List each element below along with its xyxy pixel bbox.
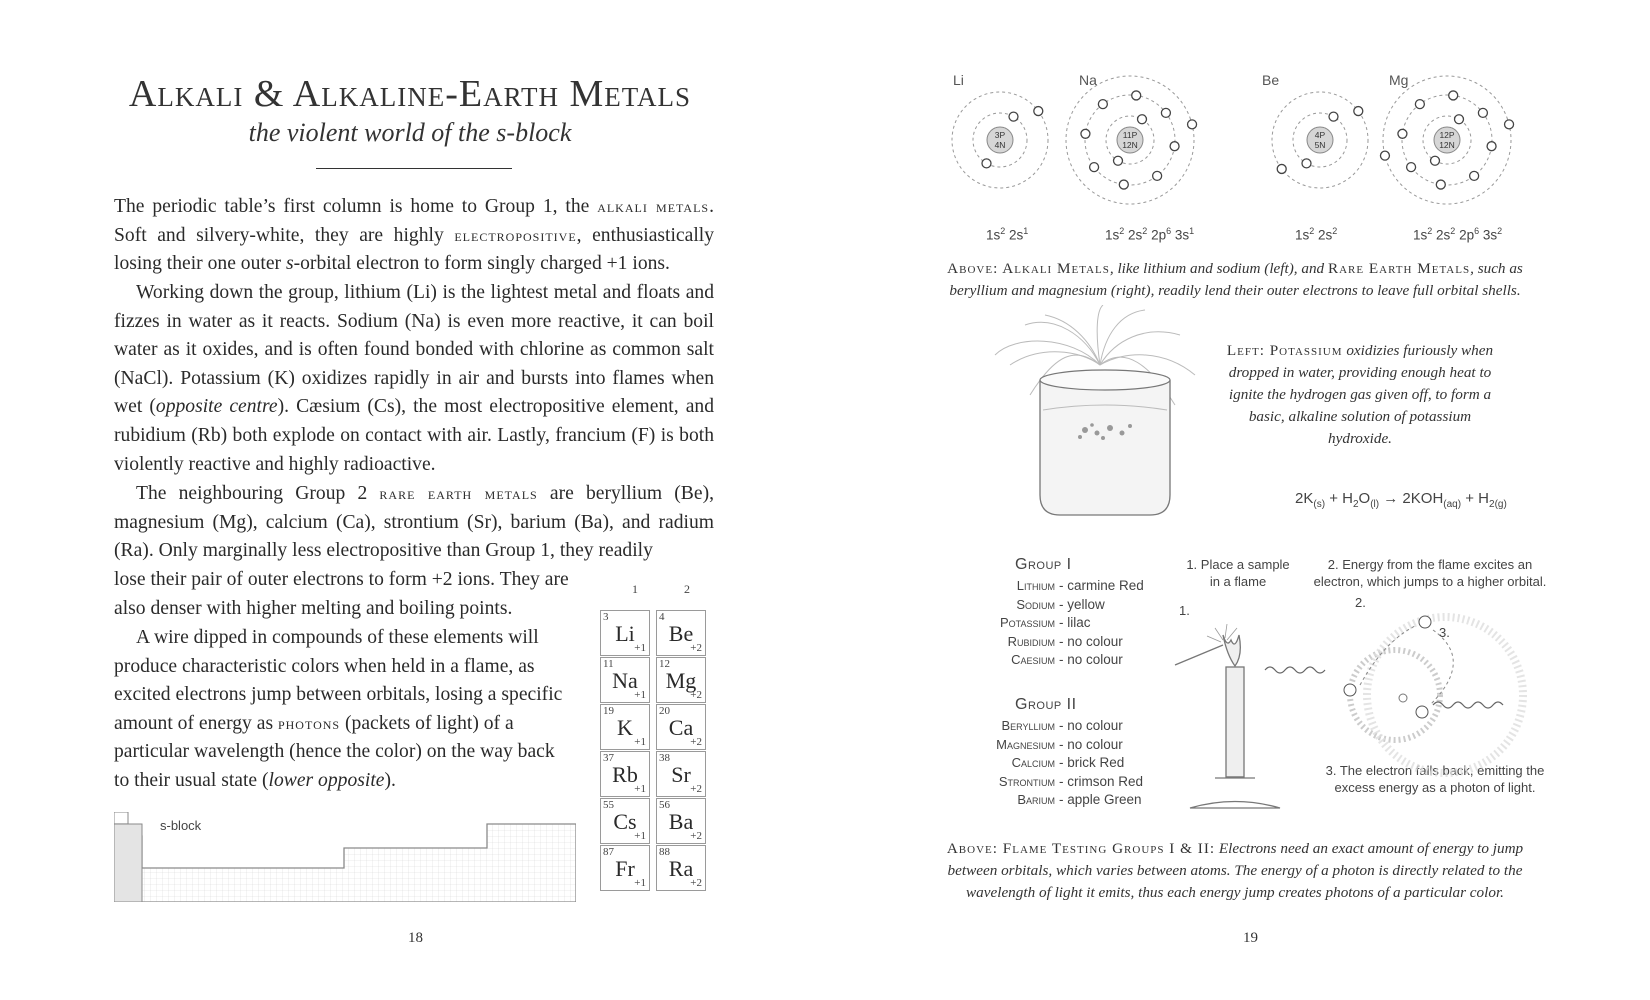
atomic-number: 56 [659,799,670,811]
element-cell-k [600,704,650,750]
element-cell-ba [656,798,706,844]
nucleus-label: 12N [1439,140,1455,150]
element-symbol: Ca [668,715,694,740]
title-divider [316,168,512,169]
p4-italic-ref: lower opposite [268,769,385,791]
element-cell-mg [656,657,706,703]
reaction-equation: $2K_{(s)} + H_2O_{(l)} \to 2KOH_{(aq)} + H_{2(g)}$ [1295,490,1507,510]
step-2-text: 2. Energy from the flame excites an electron, which jumps to a higher orbital. [1313,557,1547,589]
flame-colour: - apple Green [1059,792,1142,807]
flame-colour: - no colour [1059,652,1123,667]
flame-colour-row [945,755,1124,770]
p1-text-4: -orbital electron to form singly charged +1 ions. [293,253,670,275]
ion-charge: +1 [634,783,646,795]
config-be: $1s^2$ $2s^2$ [1295,226,1338,243]
p4-text-1: A wire dipped in compounds of these elements will produce characteristic colors when held in a flame, as excited electrons jump between orbitals, losing a specific amount of energy as [114,627,563,734]
flame-colour: - yellow [1059,596,1105,612]
electron [1081,129,1090,138]
ion-charge: +1 [634,877,646,889]
flame-colour-row [945,615,1091,630]
page-title: Alkali & Alkaline-Earth Metals [128,73,692,115]
page-number-right: 19 [1243,930,1258,946]
p2-italic-ref: opposite centre [155,396,278,418]
p3-text-2: are beryllium (Be), magnesium (Mg), calcium (Ca), strontium (Sr), barium (Ba), and radium (Ra). Only marginally less electropositive than Group 1, they readily [114,483,714,562]
flame-colour-row [945,774,1143,789]
electron [1138,115,1147,124]
p2-text-1: Working down the group, lithium (Li) is the lightest metal and floats and fizzes in water as it reacts. Sodium (Na) is even more reactive, it can boil water as it oxides, and is often found bonded with chlorine as common salt (NaCl). Potassium (K) oxidizes rapidly in air and bursts into flames when wet ( [114,282,714,418]
flame-colour-row [945,634,1123,649]
element-symbol: Rb [612,762,638,787]
label-2: 2. [1355,595,1366,610]
step-3-text: 3. The electron falls back, emitting the excess energy as a photon of light. [1325,763,1545,795]
electron [1277,164,1286,173]
element-symbol: Li [615,621,635,646]
electron [1354,107,1363,116]
flame-colour-row [945,792,1142,807]
electron [1034,107,1043,116]
electron [982,159,991,168]
p1-italic-s: s [285,253,294,275]
atom-label-na: Na [1079,72,1097,88]
nucleus-label: 4P [1314,130,1326,140]
paragraph-2 [114,279,714,479]
electron [1132,91,1141,100]
atomic-number: 37 [603,752,614,764]
electron [1487,142,1496,151]
electron [1302,159,1311,168]
caption-atoms: Above: Alkali Metals, like lithium and sodium (left), and Rare Earth Metals, such as beryllium and magnesium (right), readily lend their outer electrons to leave full orbital shells. [947,260,1523,299]
atomic-number: 12 [659,658,670,670]
flame-colour: - brick Red [1059,755,1125,770]
electron [1188,120,1197,129]
element-symbol: Ba [668,809,694,834]
ion-charge: +2 [690,736,702,748]
p1-term-alkali-metals: alkali metals [597,197,710,216]
p1-text-2: . Soft and silvery-white, they are highly [114,196,715,246]
element-symbol: Fr [615,856,635,881]
electron [1436,180,1445,189]
atomic-number: 38 [659,752,670,764]
paragraph-3 [114,480,714,566]
nucleus-label: 11P [1122,130,1138,140]
electron [1470,171,1479,180]
electron [1505,120,1514,129]
p3-text-1: The neighbouring Group 2 [136,483,380,504]
element-symbol: K [617,715,633,740]
flame-colour: - no colour [1059,736,1123,752]
element-name: Caesium [1011,652,1055,667]
element-symbol: Cs [613,809,637,834]
ion-charge: +2 [690,830,702,842]
electron [1431,156,1440,165]
right-page [825,0,1650,1000]
element-name: Sodium [1016,596,1055,612]
element-cell-be [656,610,706,656]
nucleus-label: 5N [1314,140,1326,150]
page-subtitle: the violent world of the s-block [248,118,572,147]
element-name: Rubidium [1007,633,1055,649]
electron [1478,108,1487,117]
p2-text-2: ). Cæsium (Cs), the most electropositive element, and rubidium (Rb) both explode on contact with air. Lastly, francium (F) is both violently reactive and highly radioactive. [114,396,714,475]
electron [1380,151,1389,160]
ion-charge: +2 [690,877,702,889]
element-cell-na [600,657,650,703]
flame-colour-row [945,718,1123,733]
element-name: Potassium [999,615,1055,630]
electron [1449,91,1458,100]
element-cell-ra [656,845,706,891]
ion-charge: +2 [690,689,702,701]
group-1-title: Group I [1015,556,1072,573]
atomic-number: 55 [603,799,614,811]
nucleus-label: 4N [994,140,1006,150]
paragraph-4 [114,624,574,796]
electron [1161,108,1170,117]
flame-test-illustration [1155,600,1555,830]
flame-colour: - carmine Red [1059,578,1144,593]
element-cell-cs [600,798,650,844]
electron [1090,163,1099,172]
p1-text-1: The periodic table’s first column is home to Group 1, the [114,196,598,217]
electron [1119,180,1128,189]
caption-flame-testing: Above: Flame Testing Groups I & II: Electrons need an exact amount of energy to jump between orbitals, which varies between atoms. The energy of a photon is directly related to the wavelength of light it emits, thus each energy jump creates photons of a particular color. [946,840,1524,901]
p3-term-rare-earth: rare earth metals [379,484,538,503]
config-mg: $1s^2$ $2s^2$ $2p^6$ $3s^2$ [1413,226,1503,243]
element-name: Barium [1017,792,1055,807]
flame-colour-row [945,578,1144,593]
electron [1398,129,1407,138]
element-name: Magnesium [996,736,1055,752]
flame-colour-row [945,597,1105,612]
element-symbol: Ra [668,856,694,881]
p4-text-2: (packets of light) of a particular wavelength (hence the color) on the way back to their usual state ( [114,712,555,791]
potassium-water-illustration [985,305,1215,535]
paragraph-3-continued: lose their pair of outer electrons to form +2 ions. They are also denser with higher melting and boiling points. [114,569,569,619]
s-block-label: s-block [160,818,202,833]
p1-text-3: , enthusiastically losing their one outer [114,224,715,275]
p1-term-electropositive: electropositive [454,225,577,245]
element-symbol: Na [612,668,638,693]
atom-label-mg: Mg [1389,72,1409,88]
element-cell-ca [656,704,706,750]
element-cell-sr [656,751,706,797]
electron [1170,142,1179,151]
column-head-1: 1 [632,582,638,596]
atom-diagrams [825,70,1650,220]
flame-colour: - no colour [1059,633,1123,649]
p4-term-photons: photons [277,713,341,733]
ion-charge: +1 [634,830,646,842]
element-cell-rb [600,751,650,797]
flame-colour-row [945,652,1123,667]
config-na: $1s^2$ $2s^2$ $2p^6$ $3s^1$ [1105,226,1195,243]
electron [1329,112,1338,121]
label-1: 1. [1179,603,1190,618]
column-head-2: 2 [684,582,690,596]
electron [1455,115,1464,124]
ion-charge: +1 [634,736,646,748]
electron [1153,171,1162,180]
atom-label-be: Be [1262,72,1280,88]
atomic-number: 88 [659,846,670,858]
nucleus-label: 12P [1439,130,1455,140]
element-name: Strontium [998,773,1055,789]
flame-colour: - crimson Red [1059,773,1144,789]
element-symbol: Mg [665,668,697,693]
flame-colour: - lilac [1059,615,1091,630]
flame-colour-row [945,737,1123,752]
paragraph-1 [114,193,714,279]
element-name: Lithium [1016,578,1055,593]
element-cell-li [600,610,650,656]
atomic-number: 20 [659,705,670,717]
ion-charge: +1 [634,642,646,654]
element-symbol: Be [668,621,694,646]
label-3: 3. [1439,625,1450,640]
group-2-title: Group II [1015,696,1077,713]
element-cell-fr [600,845,650,891]
electron [1098,100,1107,109]
electron [1407,163,1416,172]
ion-charge: +1 [634,689,646,701]
step-1-text: 1. Place a sample in a flame [1186,557,1290,589]
config-li: $1s^2$ $2s^1$ [986,226,1029,243]
p4-text-3: ). [384,769,396,791]
nucleus-label: 12N [1122,140,1138,150]
atomic-number: 87 [603,846,614,858]
ion-charge: +2 [690,642,702,654]
atomic-number: 11 [603,658,614,670]
electron [1009,112,1018,121]
page-number-left: 18 [408,930,423,946]
element-name: Beryllium [1001,718,1055,733]
atomic-number: 19 [603,705,614,717]
nucleus-label: 3P [994,130,1006,140]
caption-potassium: Left: Potassium oxidizies furiously when dropped in water, providing enough heat to ignite the hydrogen gas given off, to form a basic, alkaline solution of potassium hydroxide. [1226,342,1494,447]
s-block-table [600,582,712,902]
electron [1415,100,1424,109]
element-name: Calcium [1011,755,1055,770]
atomic-number: 4 [659,611,665,623]
atom-label-li: Li [953,72,964,88]
electron [1114,156,1123,165]
atomic-number: 3 [603,611,609,623]
element-symbol: Sr [671,762,691,787]
ion-charge: +2 [690,783,702,795]
flame-colour: - no colour [1059,718,1123,733]
